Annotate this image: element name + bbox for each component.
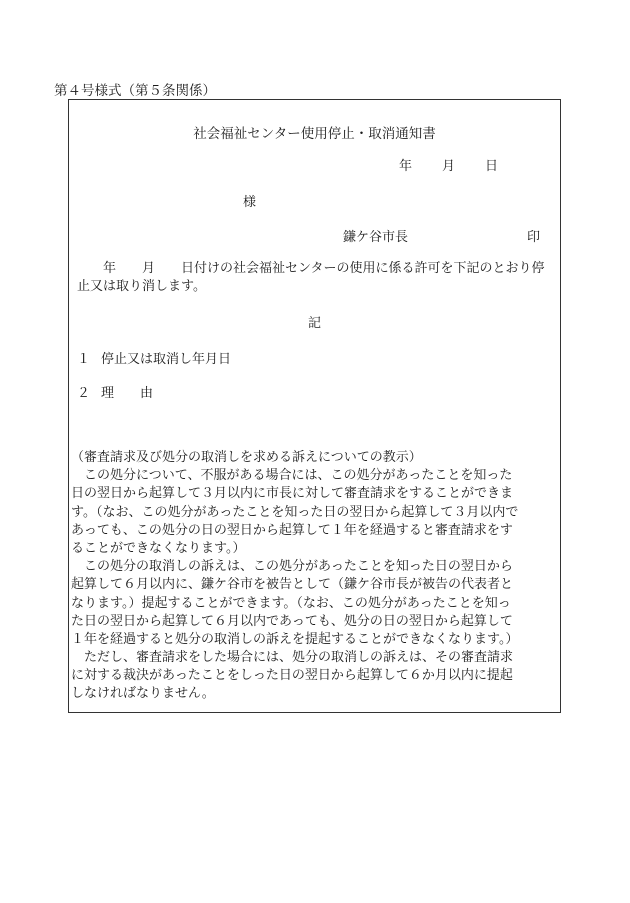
item-label: 停止又は取消し年月日	[101, 352, 232, 367]
notice-line: しなければなりません。	[71, 686, 215, 702]
notice-frame	[68, 99, 561, 713]
body-line-1: 年 月 日付けの社会福祉センターの使用に係る許可を下記のとおり停	[103, 261, 545, 276]
sender-name: 鎌ケ谷市長	[343, 230, 409, 245]
item-number: １	[77, 352, 91, 367]
date-year: 年	[399, 159, 413, 174]
notice-line: 日の翌日から起算して３月以内に市長に対して審査請求をすることができま	[71, 486, 514, 502]
notice-line: この処分の取消しの訴えは、この処分があったことを知った日の翌日から	[71, 559, 513, 575]
notice-line: 起算して６月以内に、鎌ケ谷市を被告として（鎌ケ谷市長が被告の代表者と	[71, 577, 514, 593]
addressee-suffix: 様	[243, 195, 257, 210]
ki-heading: 記	[307, 316, 321, 331]
item-reason	[77, 382, 153, 401]
date-line	[399, 155, 498, 174]
notice-line: なります。）提起することができます。（なお、この処分があったことを知っ	[71, 595, 511, 611]
notice-line: ることができなくなります。）	[71, 540, 246, 556]
seal-mark: 印	[527, 230, 541, 245]
notice-line: に対する裁決があったことをしった日の翌日から起算して６か月以内に提起	[71, 668, 513, 684]
item-stop-date	[77, 348, 231, 367]
item-number: ２	[77, 386, 91, 401]
document-title: 社会福祉センター使用停止・取消通知書	[193, 126, 436, 142]
item-label: 理 由	[101, 386, 154, 401]
notice-line: た日の翌日から起算して６月以内であっても、処分の日の翌日から起算して	[71, 613, 513, 629]
notice-line: あっても、この処分の日の翌日から起算して１年を経過すると審査請求をす	[71, 522, 513, 538]
notice-line: この処分について、不服がある場合には、この処分があったことを知った	[71, 468, 513, 484]
notice-line: ただし、審査請求をした場合には、処分の取消しの訴えは、その審査請求	[71, 650, 514, 666]
notice-line: す。（なお、この処分があったことを知った日の翌日から起算して３月以内で	[71, 504, 519, 520]
notice-line: １年を経過すると処分の取消しの訴えを提起することができなくなります。）	[71, 631, 519, 647]
appeal-notice	[71, 449, 559, 704]
body-paragraph	[77, 260, 557, 296]
date-day: 日	[485, 159, 499, 174]
form-label: 第４号様式（第５条関係）	[54, 83, 216, 99]
notice-line: （審査請求及び処分の取消しを求める訴えについての教示）	[71, 450, 422, 465]
date-month: 月	[442, 159, 456, 174]
body-line-2: 止又は取り消します。	[77, 279, 206, 294]
